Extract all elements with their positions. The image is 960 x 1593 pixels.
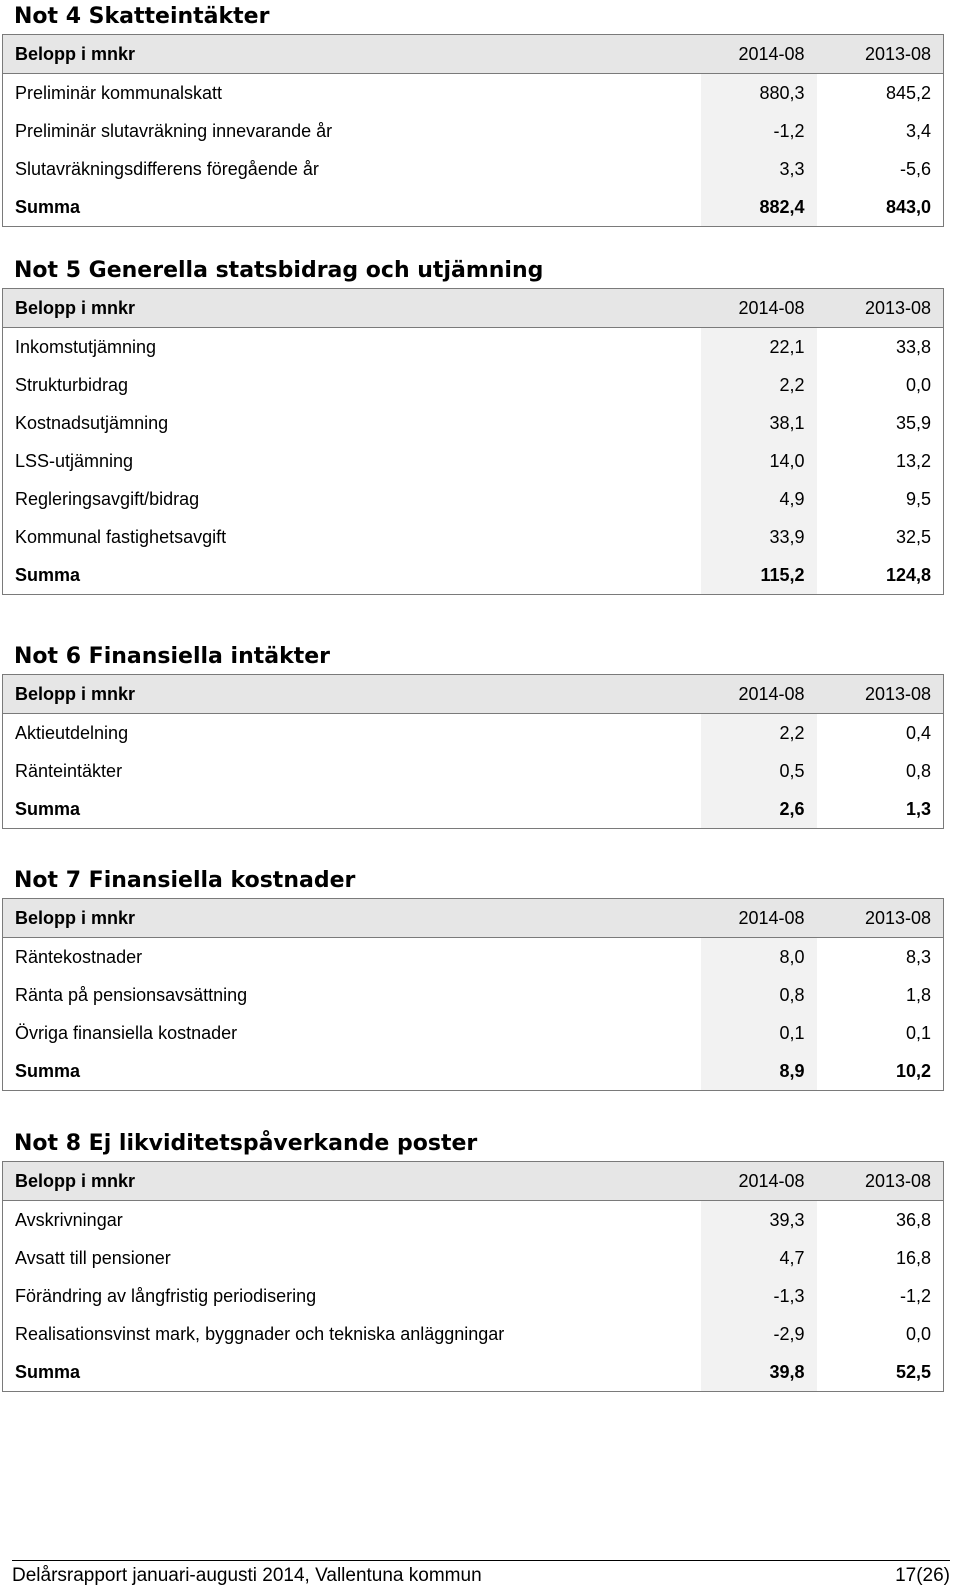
row-value-2013: 0,8 — [905, 760, 931, 781]
table-header-row — [3, 675, 944, 714]
note-8-section — [2, 1127, 943, 1392]
row-label: Regleringsavgift/bidrag — [15, 488, 200, 509]
row-label: Kostnadsutjämning — [15, 412, 169, 433]
row-value-2013: -5,6 — [899, 158, 931, 179]
header-year-2014: 2014-08 — [701, 899, 817, 938]
sum-row — [3, 790, 944, 829]
row-label: Övriga finansiella kostnader — [15, 1022, 238, 1043]
row-value-2013: 1,8 — [905, 984, 931, 1005]
sum-value-2014: 2,6 — [701, 790, 817, 829]
note-title: Not 7 Finansiella kostnader — [14, 868, 356, 893]
row-label: Förändring av långfristig periodisering — [15, 1285, 317, 1306]
row-value-2013: 32,5 — [895, 526, 931, 547]
row-value-2014: 2,2 — [701, 714, 817, 753]
note-title: Not 8 Ej likviditetspåverkande poster — [14, 1131, 478, 1156]
row-label: Räntekostnader — [15, 946, 143, 967]
row-value-2013: 0,0 — [905, 374, 931, 395]
table-row — [3, 714, 944, 753]
header-label: Belopp i mnkr — [3, 1162, 701, 1201]
row-value-2013: 8,3 — [905, 946, 931, 967]
row-label: LSS-utjämning — [15, 450, 134, 471]
note-title: Not 6 Finansiella intäkter — [14, 644, 331, 669]
sum-value-2013: 52,5 — [895, 1361, 931, 1382]
table-row — [3, 1014, 944, 1052]
table-header-row — [3, 289, 944, 328]
note-5-section — [2, 254, 943, 595]
sum-label: Summa — [15, 564, 81, 585]
table-row — [3, 442, 944, 480]
row-value-2014: 39,3 — [701, 1201, 817, 1240]
row-label: Inkomstutjämning — [15, 336, 157, 357]
row-label: Slutavräkningsdifferens föregående år — [15, 158, 319, 179]
note-table — [2, 898, 944, 1091]
sum-value-2013: 1,3 — [905, 798, 931, 819]
row-value-2014: 0,5 — [701, 752, 817, 790]
row-value-2013: 16,8 — [895, 1247, 931, 1268]
sum-label: Summa — [15, 196, 81, 217]
row-value-2014: 33,9 — [701, 518, 817, 556]
row-label: Aktieutdelning — [15, 722, 129, 743]
row-value-2014: -1,3 — [701, 1277, 817, 1315]
table-row — [3, 1277, 944, 1315]
table-row — [3, 480, 944, 518]
row-value-2013: 0,0 — [905, 1323, 931, 1344]
page-footer — [12, 1560, 950, 1587]
row-value-2014: 0,8 — [701, 976, 817, 1014]
sum-value-2014: 8,9 — [701, 1052, 817, 1091]
sum-value-2014: 115,2 — [701, 556, 817, 595]
row-label: Ränteintäkter — [15, 760, 123, 781]
row-value-2014: 0,1 — [701, 1014, 817, 1052]
sum-row — [3, 1353, 944, 1392]
table-row — [3, 1239, 944, 1277]
table-row — [3, 976, 944, 1014]
row-value-2013: 3,4 — [905, 120, 931, 141]
row-value-2014: 3,3 — [701, 150, 817, 188]
table-row — [3, 328, 944, 367]
note-7-section — [2, 864, 943, 1091]
table-row — [3, 404, 944, 442]
sum-value-2014: 882,4 — [701, 188, 817, 227]
sum-label: Summa — [15, 798, 81, 819]
table-header-row — [3, 1162, 944, 1201]
note-6-section — [2, 640, 943, 829]
header-year-2013: 2013-08 — [817, 289, 944, 328]
note-table — [2, 34, 944, 227]
note-4-section — [2, 0, 943, 227]
footer-page-number: 17(26) — [895, 1565, 950, 1586]
note-table — [2, 1161, 944, 1392]
header-year-2013: 2013-08 — [817, 35, 944, 74]
sum-value-2013: 10,2 — [895, 1060, 931, 1081]
sum-value-2013: 843,0 — [885, 196, 931, 217]
row-label: Realisationsvinst mark, byggnader och tekniska anläggningar — [15, 1323, 505, 1344]
sum-row — [3, 188, 944, 227]
row-value-2014: 880,3 — [701, 74, 817, 113]
note-title: Not 5 Generella statsbidrag och utjämning — [14, 258, 544, 283]
table-row — [3, 112, 944, 150]
table-row — [3, 518, 944, 556]
row-value-2013: 33,8 — [895, 336, 931, 357]
header-year-2014: 2014-08 — [701, 675, 817, 714]
note-title: Not 4 Skatteintäkter — [14, 4, 270, 29]
row-label: Ränta på pensionsavsättning — [15, 984, 248, 1005]
header-label: Belopp i mnkr — [3, 35, 701, 74]
header-label: Belopp i mnkr — [3, 899, 701, 938]
row-value-2013: 13,2 — [895, 450, 931, 471]
header-year-2014: 2014-08 — [701, 35, 817, 74]
row-value-2013: -1,2 — [899, 1285, 931, 1306]
header-year-2014: 2014-08 — [701, 289, 817, 328]
row-label: Avsatt till pensioner — [15, 1247, 171, 1268]
header-year-2014: 2014-08 — [701, 1162, 817, 1201]
sum-row — [3, 556, 944, 595]
header-label: Belopp i mnkr — [3, 289, 701, 328]
row-label: Kommunal fastighetsavgift — [15, 526, 227, 547]
note-table — [2, 288, 944, 595]
sum-label: Summa — [15, 1060, 81, 1081]
row-label: Preliminär kommunalskatt — [15, 82, 223, 103]
row-label: Avskrivningar — [15, 1209, 123, 1230]
header-year-2013: 2013-08 — [817, 675, 944, 714]
sum-value-2013: 124,8 — [885, 564, 931, 585]
table-row — [3, 938, 944, 977]
row-value-2014: -1,2 — [701, 112, 817, 150]
row-value-2014: 22,1 — [701, 328, 817, 367]
row-value-2014: 8,0 — [701, 938, 817, 977]
table-row — [3, 150, 944, 188]
table-header-row — [3, 35, 944, 74]
sum-value-2014: 39,8 — [701, 1353, 817, 1392]
row-value-2013: 9,5 — [905, 488, 931, 509]
row-value-2013: 845,2 — [885, 82, 931, 103]
row-value-2014: 2,2 — [701, 366, 817, 404]
row-value-2013: 35,9 — [895, 412, 931, 433]
table-row — [3, 1201, 944, 1240]
table-row — [3, 1315, 944, 1353]
sum-label: Summa — [15, 1361, 81, 1382]
header-year-2013: 2013-08 — [817, 1162, 944, 1201]
row-value-2014: 4,9 — [701, 480, 817, 518]
table-row — [3, 74, 944, 113]
note-table — [2, 674, 944, 829]
row-value-2014: 4,7 — [701, 1239, 817, 1277]
header-year-2013: 2013-08 — [817, 899, 944, 938]
row-value-2013: 0,1 — [905, 1022, 931, 1043]
table-row — [3, 366, 944, 404]
footer-report-title: Delårsrapport januari-augusti 2014, Vallentuna kommun — [12, 1565, 482, 1586]
row-value-2014: 38,1 — [701, 404, 817, 442]
table-row — [3, 752, 944, 790]
sum-row — [3, 1052, 944, 1091]
header-label: Belopp i mnkr — [3, 675, 701, 714]
row-value-2014: -2,9 — [701, 1315, 817, 1353]
row-label: Preliminär slutavräkning innevarande år — [15, 120, 333, 141]
row-value-2013: 0,4 — [905, 722, 931, 743]
row-value-2014: 14,0 — [701, 442, 817, 480]
table-header-row — [3, 899, 944, 938]
row-value-2013: 36,8 — [895, 1209, 931, 1230]
row-label: Strukturbidrag — [15, 374, 129, 395]
